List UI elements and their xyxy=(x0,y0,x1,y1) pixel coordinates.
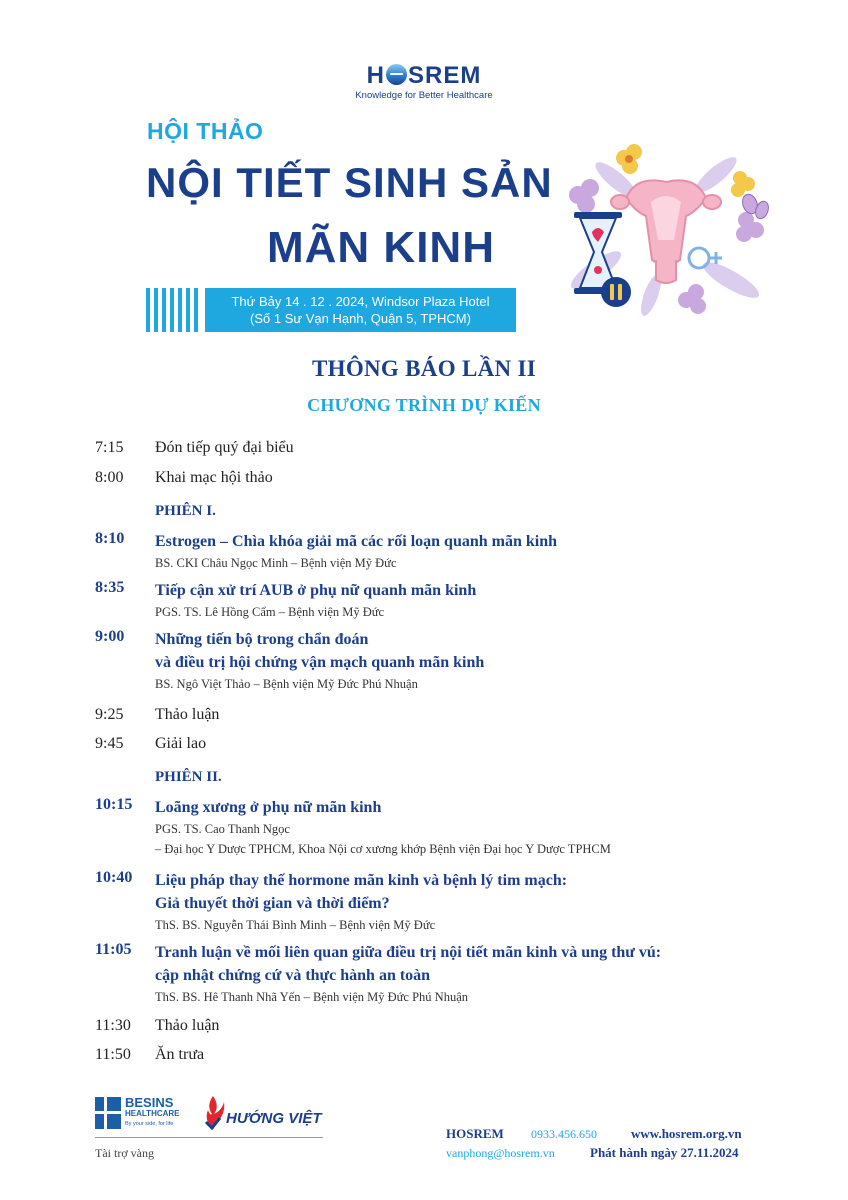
schedule-title: Giải lao xyxy=(155,735,207,752)
date-venue-banner xyxy=(205,288,516,332)
footer-org: HOSREM xyxy=(446,1126,504,1141)
talk-title-line1: Liệu pháp thay thế hormone mãn kinh và bệnh lý tim mạch: xyxy=(155,872,568,889)
schedule-time: 8:00 xyxy=(95,469,124,486)
schedule-time: 10:40 xyxy=(95,869,133,886)
talk-title-line1: Tranh luận về mối liên quan giữa điều trị nội tiết mãn kinh và ung thư vú: xyxy=(155,944,662,961)
logo-wordmark: H SREM xyxy=(366,62,482,89)
schedule-title: Khai mạc hội thảo xyxy=(155,469,273,486)
footer-issue-date: Phát hành ngày 27.11.2024 xyxy=(590,1145,739,1160)
logo-tagline: Knowledge for Better Healthcare xyxy=(355,90,493,101)
schedule-time: 9:45 xyxy=(95,735,124,752)
sponsor-huongviet-logo: HƯỚNG VIỆT xyxy=(200,1094,226,1135)
talk-title-line2: Giả thuyết thời gian và thời điểm? xyxy=(155,895,390,912)
schedule-time: 7:15 xyxy=(95,439,124,456)
schedule-time: 9:25 xyxy=(95,706,124,723)
talk-speaker: BS. CKI Châu Ngọc Minh – Bệnh viện Mỹ Đức xyxy=(155,556,397,570)
talk-title: Estrogen – Chìa khóa giải mã các rối loạn quanh mãn kinh xyxy=(155,533,558,550)
uterus-flower-illustration xyxy=(556,120,776,320)
talk-speaker-line1: PGS. TS. Cao Thanh Ngọc xyxy=(155,822,290,836)
sponsor-divider xyxy=(95,1137,323,1138)
banner-stripes xyxy=(146,288,198,332)
talk-speaker: PGS. TS. Lê Hồng Cẩm – Bệnh viện Mỹ Đức xyxy=(155,605,385,619)
talk-speaker-line2: – Đại học Y Dược TPHCM, Khoa Nội cơ xương khớp Bệnh viện Đại học Y Dược TPHCM xyxy=(155,842,611,856)
besins-mark-icon xyxy=(95,1097,121,1129)
schedule-time: 8:10 xyxy=(95,530,125,547)
schedule-title: Đón tiếp quý đại biểu xyxy=(155,439,294,456)
talk-title-line2: và điều trị hội chứng vận mạch quanh mãn kinh xyxy=(155,654,485,671)
date-venue: Thứ Bảy 14 . 12 . 2024, Windsor Plaza Hotel xyxy=(231,294,490,309)
logo-globe-icon xyxy=(386,64,407,85)
footer-website-link[interactable]: www.hosrem.org.vn xyxy=(631,1126,742,1141)
notice-title: THÔNG BÁO LẦN II xyxy=(312,356,536,381)
footer-email-link[interactable]: vanphong@hosrem.vn xyxy=(446,1146,555,1160)
talk-title: Tiếp cận xử trí AUB ở phụ nữ quanh mãn kinh xyxy=(155,582,477,599)
event-title-line2: MÃN KINH xyxy=(267,223,495,272)
talk-speaker: ThS. BS. Nguyễn Thái Bình Minh – Bệnh viện Mỹ Đức xyxy=(155,918,436,932)
program-title: CHƯƠNG TRÌNH DỰ KIẾN xyxy=(307,395,541,415)
schedule-title: Ăn trưa xyxy=(155,1046,205,1063)
logo-text-rest: SREM xyxy=(408,62,482,89)
schedule-title: Thảo luận xyxy=(155,1017,220,1034)
talk-title-line1: Những tiến bộ trong chẩn đoán xyxy=(155,631,369,648)
footer-phone[interactable]: 0933.456.650 xyxy=(531,1127,597,1141)
schedule-time: 11:05 xyxy=(95,941,132,958)
venue-address: (Số 1 Sư Vạn Hạnh, Quận 5, TPHCM) xyxy=(250,311,471,326)
event-type: HỘI THẢO xyxy=(147,118,264,144)
schedule-time: 10:15 xyxy=(95,796,133,813)
talk-title-line2: cập nhật chứng cứ và thực hành an toàn xyxy=(155,967,431,984)
schedule-title: Thảo luận xyxy=(155,706,220,723)
schedule-time: 11:50 xyxy=(95,1046,131,1063)
event-title-line1: NỘI TIẾT SINH SẢN xyxy=(146,159,553,206)
sponsor-label: Tài trợ vàng xyxy=(95,1146,154,1160)
schedule-time: 8:35 xyxy=(95,579,125,596)
schedule-time: 9:00 xyxy=(95,628,125,645)
huongviet-flame-icon xyxy=(200,1094,226,1130)
talk-title: Loãng xương ở phụ nữ mãn kinh xyxy=(155,799,382,816)
schedule-time: 11:30 xyxy=(95,1017,131,1034)
talk-speaker: BS. Ngô Việt Thảo – Bệnh viện Mỹ Đức Phú Nhuận xyxy=(155,677,418,691)
pause-badge-icon xyxy=(601,277,631,307)
hosrem-logo xyxy=(352,62,496,101)
talk-speaker: ThS. BS. Hê Thanh Nhã Yến – Bệnh viện Mỹ Đức Phú Nhuận xyxy=(155,990,468,1004)
